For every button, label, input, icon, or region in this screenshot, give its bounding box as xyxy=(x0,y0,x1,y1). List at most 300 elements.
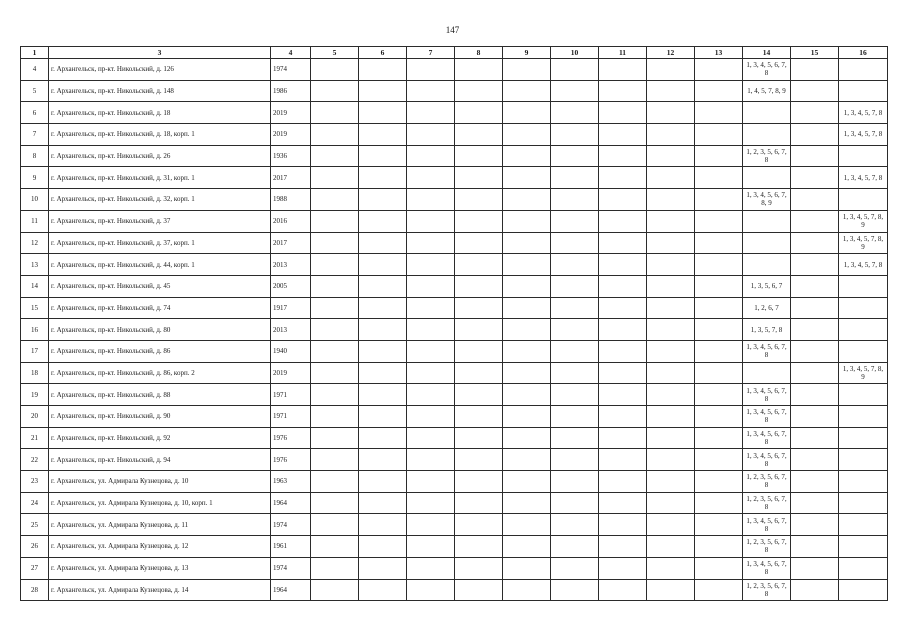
empty-cell xyxy=(791,232,839,254)
empty-cell xyxy=(695,557,743,579)
empty-cell xyxy=(695,471,743,493)
col16-cell xyxy=(839,406,888,428)
empty-cell xyxy=(551,319,599,341)
col16-cell xyxy=(839,579,888,601)
empty-cell xyxy=(407,536,455,558)
empty-cell xyxy=(647,275,695,297)
address-cell: г. Архангельск, пр-кт. Никольский, д. 45 xyxy=(49,275,271,297)
table-row xyxy=(21,167,888,189)
year-cell: 1986 xyxy=(271,80,311,102)
empty-cell xyxy=(407,189,455,211)
col14-cell xyxy=(743,102,791,124)
table-header xyxy=(21,47,888,59)
row-number-cell: 20 xyxy=(21,406,49,428)
empty-cell xyxy=(551,362,599,384)
empty-cell xyxy=(503,124,551,146)
row-number-cell: 15 xyxy=(21,297,49,319)
empty-cell xyxy=(455,167,503,189)
year-cell: 2005 xyxy=(271,275,311,297)
empty-cell xyxy=(695,362,743,384)
col16-cell: 1, 3, 4, 5, 7, 8 xyxy=(839,124,888,146)
column-header: 5 xyxy=(311,47,359,59)
year-cell: 2019 xyxy=(271,362,311,384)
col14-cell: 1, 3, 4, 5, 6, 7, 8 xyxy=(743,406,791,428)
empty-cell xyxy=(311,536,359,558)
empty-cell xyxy=(647,384,695,406)
header-row xyxy=(21,47,888,59)
empty-cell xyxy=(551,449,599,471)
col16-cell: 1, 3, 4, 5, 7, 8 xyxy=(839,167,888,189)
empty-cell xyxy=(455,557,503,579)
empty-cell xyxy=(359,210,407,232)
address-cell: г. Архангельск, ул. Адмирала Кузнецова, д. 10 xyxy=(49,471,271,493)
address-cell: г. Архангельск, пр-кт. Никольский, д. 26 xyxy=(49,145,271,167)
empty-cell xyxy=(647,536,695,558)
col14-cell: 1, 3, 4, 5, 6, 7, 8 xyxy=(743,449,791,471)
empty-cell xyxy=(503,536,551,558)
empty-cell xyxy=(791,275,839,297)
empty-cell xyxy=(599,384,647,406)
year-cell: 2013 xyxy=(271,319,311,341)
address-cell: г. Архангельск, пр-кт. Никольский, д. 80 xyxy=(49,319,271,341)
empty-cell xyxy=(311,557,359,579)
col16-cell xyxy=(839,189,888,211)
address-cell: г. Архангельск, пр-кт. Никольский, д. 126 xyxy=(49,59,271,81)
col16-cell xyxy=(839,536,888,558)
empty-cell xyxy=(455,340,503,362)
empty-cell xyxy=(407,319,455,341)
row-number-cell: 18 xyxy=(21,362,49,384)
empty-cell xyxy=(695,579,743,601)
address-cell: г. Архангельск, пр-кт. Никольский, д. 88 xyxy=(49,384,271,406)
column-header: 10 xyxy=(551,47,599,59)
empty-cell xyxy=(551,297,599,319)
empty-cell xyxy=(695,254,743,276)
empty-cell xyxy=(599,297,647,319)
empty-cell xyxy=(599,254,647,276)
empty-cell xyxy=(503,232,551,254)
empty-cell xyxy=(647,579,695,601)
table-row xyxy=(21,145,888,167)
empty-cell xyxy=(503,557,551,579)
empty-cell xyxy=(551,102,599,124)
empty-cell xyxy=(359,384,407,406)
row-number-cell: 26 xyxy=(21,536,49,558)
empty-cell xyxy=(695,80,743,102)
col14-cell xyxy=(743,232,791,254)
year-cell: 1988 xyxy=(271,189,311,211)
empty-cell xyxy=(647,102,695,124)
year-cell: 1971 xyxy=(271,384,311,406)
empty-cell xyxy=(455,59,503,81)
empty-cell xyxy=(647,449,695,471)
col16-cell: 1, 3, 4, 5, 7, 8, 9 xyxy=(839,362,888,384)
empty-cell xyxy=(407,124,455,146)
empty-cell xyxy=(455,189,503,211)
empty-cell xyxy=(647,189,695,211)
empty-cell xyxy=(695,124,743,146)
empty-cell xyxy=(599,406,647,428)
empty-cell xyxy=(359,449,407,471)
empty-cell xyxy=(791,514,839,536)
empty-cell xyxy=(551,210,599,232)
empty-cell xyxy=(407,167,455,189)
empty-cell xyxy=(455,362,503,384)
empty-cell xyxy=(791,536,839,558)
empty-cell xyxy=(503,210,551,232)
year-cell: 1974 xyxy=(271,557,311,579)
empty-cell xyxy=(647,492,695,514)
empty-cell xyxy=(503,406,551,428)
row-number-cell: 24 xyxy=(21,492,49,514)
col16-cell xyxy=(839,80,888,102)
empty-cell xyxy=(599,210,647,232)
empty-cell xyxy=(455,384,503,406)
empty-cell xyxy=(503,340,551,362)
empty-cell xyxy=(695,384,743,406)
row-number-cell: 21 xyxy=(21,427,49,449)
table-row xyxy=(21,210,888,232)
address-cell: г. Архангельск, пр-кт. Никольский, д. 86, корп. 2 xyxy=(49,362,271,384)
empty-cell xyxy=(647,124,695,146)
col14-cell: 1, 3, 4, 5, 6, 7, 8 xyxy=(743,384,791,406)
table-row xyxy=(21,579,888,601)
empty-cell xyxy=(311,167,359,189)
empty-cell xyxy=(791,124,839,146)
empty-cell xyxy=(359,189,407,211)
address-cell: г. Архангельск, пр-кт. Никольский, д. 90 xyxy=(49,406,271,428)
table-row xyxy=(21,492,888,514)
empty-cell xyxy=(503,145,551,167)
col14-cell: 1, 3, 4, 5, 6, 7, 8 xyxy=(743,59,791,81)
address-cell: г. Архангельск, пр-кт. Никольский, д. 94 xyxy=(49,449,271,471)
col16-cell xyxy=(839,492,888,514)
empty-cell xyxy=(791,145,839,167)
row-number-cell: 10 xyxy=(21,189,49,211)
empty-cell xyxy=(407,340,455,362)
row-number-cell: 14 xyxy=(21,275,49,297)
empty-cell xyxy=(599,557,647,579)
row-number-cell: 16 xyxy=(21,319,49,341)
col14-cell: 1, 2, 3, 5, 6, 7, 8 xyxy=(743,536,791,558)
empty-cell xyxy=(503,514,551,536)
empty-cell xyxy=(407,492,455,514)
empty-cell xyxy=(407,232,455,254)
empty-cell xyxy=(647,80,695,102)
year-cell: 2019 xyxy=(271,102,311,124)
col16-cell xyxy=(839,427,888,449)
empty-cell xyxy=(647,406,695,428)
empty-cell xyxy=(695,492,743,514)
year-cell: 1971 xyxy=(271,406,311,428)
empty-cell xyxy=(359,232,407,254)
col14-cell xyxy=(743,210,791,232)
col14-cell: 1, 3, 4, 5, 6, 7, 8 xyxy=(743,514,791,536)
empty-cell xyxy=(407,254,455,276)
table-row xyxy=(21,124,888,146)
empty-cell xyxy=(551,167,599,189)
address-cell: г. Архангельск, пр-кт. Никольский, д. 18 xyxy=(49,102,271,124)
empty-cell xyxy=(311,319,359,341)
empty-cell xyxy=(647,297,695,319)
empty-cell xyxy=(647,362,695,384)
empty-cell xyxy=(359,579,407,601)
column-header: 12 xyxy=(647,47,695,59)
empty-cell xyxy=(551,232,599,254)
col16-cell xyxy=(839,384,888,406)
empty-cell xyxy=(695,167,743,189)
empty-cell xyxy=(407,514,455,536)
empty-cell xyxy=(791,319,839,341)
col16-cell xyxy=(839,340,888,362)
empty-cell xyxy=(695,102,743,124)
empty-cell xyxy=(311,232,359,254)
row-number-cell: 12 xyxy=(21,232,49,254)
table-row xyxy=(21,384,888,406)
empty-cell xyxy=(599,362,647,384)
empty-cell xyxy=(599,124,647,146)
empty-cell xyxy=(551,536,599,558)
col14-cell: 1, 3, 5, 6, 7 xyxy=(743,275,791,297)
empty-cell xyxy=(503,384,551,406)
empty-cell xyxy=(695,189,743,211)
col14-cell xyxy=(743,362,791,384)
row-number-cell: 19 xyxy=(21,384,49,406)
empty-cell xyxy=(503,59,551,81)
empty-cell xyxy=(599,514,647,536)
address-cell: г. Архангельск, пр-кт. Никольский, д. 86 xyxy=(49,340,271,362)
empty-cell xyxy=(359,59,407,81)
table-row xyxy=(21,59,888,81)
empty-cell xyxy=(695,319,743,341)
empty-cell xyxy=(359,557,407,579)
year-cell: 1974 xyxy=(271,59,311,81)
empty-cell xyxy=(359,427,407,449)
empty-cell xyxy=(791,102,839,124)
col16-cell xyxy=(839,471,888,493)
empty-cell xyxy=(455,319,503,341)
col16-cell xyxy=(839,319,888,341)
empty-cell xyxy=(359,102,407,124)
empty-cell xyxy=(311,59,359,81)
empty-cell xyxy=(695,210,743,232)
empty-cell xyxy=(599,536,647,558)
empty-cell xyxy=(647,167,695,189)
column-header: 3 xyxy=(49,47,271,59)
empty-cell xyxy=(791,80,839,102)
row-number-cell: 28 xyxy=(21,579,49,601)
col14-cell: 1, 2, 3, 5, 6, 7, 8 xyxy=(743,579,791,601)
empty-cell xyxy=(311,427,359,449)
empty-cell xyxy=(359,536,407,558)
row-number-cell: 5 xyxy=(21,80,49,102)
empty-cell xyxy=(311,492,359,514)
column-header: 6 xyxy=(359,47,407,59)
empty-cell xyxy=(407,427,455,449)
row-number-cell: 13 xyxy=(21,254,49,276)
empty-cell xyxy=(407,80,455,102)
column-header: 15 xyxy=(791,47,839,59)
address-cell: г. Архангельск, ул. Адмирала Кузнецова, д. 12 xyxy=(49,536,271,558)
empty-cell xyxy=(407,449,455,471)
column-header: 16 xyxy=(839,47,888,59)
empty-cell xyxy=(791,362,839,384)
table-row xyxy=(21,254,888,276)
empty-cell xyxy=(311,514,359,536)
empty-cell xyxy=(359,297,407,319)
empty-cell xyxy=(455,124,503,146)
address-cell: г. Архангельск, пр-кт. Никольский, д. 37 xyxy=(49,210,271,232)
col16-cell xyxy=(839,59,888,81)
empty-cell xyxy=(359,80,407,102)
empty-cell xyxy=(551,514,599,536)
address-cell: г. Архангельск, ул. Адмирала Кузнецова, д. 11 xyxy=(49,514,271,536)
row-number-cell: 11 xyxy=(21,210,49,232)
table-row xyxy=(21,449,888,471)
empty-cell xyxy=(503,189,551,211)
address-cell: г. Архангельск, ул. Адмирала Кузнецова, д. 10, корп. 1 xyxy=(49,492,271,514)
empty-cell xyxy=(359,319,407,341)
empty-cell xyxy=(455,275,503,297)
empty-cell xyxy=(551,145,599,167)
empty-cell xyxy=(791,557,839,579)
empty-cell xyxy=(695,297,743,319)
empty-cell xyxy=(311,384,359,406)
empty-cell xyxy=(791,167,839,189)
empty-cell xyxy=(359,340,407,362)
column-header: 9 xyxy=(503,47,551,59)
empty-cell xyxy=(695,449,743,471)
empty-cell xyxy=(359,514,407,536)
empty-cell xyxy=(599,59,647,81)
table-row xyxy=(21,514,888,536)
empty-cell xyxy=(599,232,647,254)
empty-cell xyxy=(311,579,359,601)
empty-cell xyxy=(791,579,839,601)
empty-cell xyxy=(311,80,359,102)
empty-cell xyxy=(647,232,695,254)
table-row xyxy=(21,557,888,579)
empty-cell xyxy=(599,492,647,514)
empty-cell xyxy=(503,102,551,124)
empty-cell xyxy=(599,471,647,493)
empty-cell xyxy=(311,449,359,471)
table-row xyxy=(21,319,888,341)
empty-cell xyxy=(599,319,647,341)
empty-cell xyxy=(551,340,599,362)
col14-cell xyxy=(743,167,791,189)
empty-cell xyxy=(407,59,455,81)
column-header: 1 xyxy=(21,47,49,59)
empty-cell xyxy=(455,449,503,471)
empty-cell xyxy=(791,384,839,406)
year-cell: 1940 xyxy=(271,340,311,362)
col16-cell: 1, 3, 4, 5, 7, 8, 9 xyxy=(839,232,888,254)
table-row xyxy=(21,340,888,362)
empty-cell xyxy=(551,557,599,579)
empty-cell xyxy=(599,189,647,211)
empty-cell xyxy=(647,59,695,81)
empty-cell xyxy=(791,471,839,493)
address-cell: г. Архангельск, пр-кт. Никольский, д. 31, корп. 1 xyxy=(49,167,271,189)
empty-cell xyxy=(599,80,647,102)
col16-cell xyxy=(839,514,888,536)
col16-cell: 1, 3, 4, 5, 7, 8 xyxy=(839,102,888,124)
empty-cell xyxy=(407,297,455,319)
empty-cell xyxy=(551,189,599,211)
empty-cell xyxy=(695,232,743,254)
empty-cell xyxy=(503,275,551,297)
empty-cell xyxy=(407,102,455,124)
col14-cell: 1, 3, 5, 7, 8 xyxy=(743,319,791,341)
empty-cell xyxy=(503,449,551,471)
row-number-cell: 17 xyxy=(21,340,49,362)
address-cell: г. Архангельск, пр-кт. Никольский, д. 148 xyxy=(49,80,271,102)
empty-cell xyxy=(503,492,551,514)
empty-cell xyxy=(407,557,455,579)
empty-cell xyxy=(551,579,599,601)
col14-cell: 1, 3, 4, 5, 6, 7, 8 xyxy=(743,427,791,449)
col14-cell: 1, 3, 4, 5, 6, 7, 8 xyxy=(743,557,791,579)
col14-cell: 1, 2, 3, 5, 6, 7, 8 xyxy=(743,471,791,493)
empty-cell xyxy=(647,319,695,341)
row-number-cell: 4 xyxy=(21,59,49,81)
empty-cell xyxy=(455,210,503,232)
col14-cell: 1, 2, 6, 7 xyxy=(743,297,791,319)
empty-cell xyxy=(455,492,503,514)
table-row xyxy=(21,406,888,428)
col14-cell: 1, 2, 3, 5, 6, 7, 8 xyxy=(743,145,791,167)
empty-cell xyxy=(311,340,359,362)
col14-cell xyxy=(743,254,791,276)
empty-cell xyxy=(647,145,695,167)
empty-cell xyxy=(551,471,599,493)
empty-cell xyxy=(359,492,407,514)
empty-cell xyxy=(695,145,743,167)
empty-cell xyxy=(359,362,407,384)
col14-cell: 1, 4, 5, 7, 8, 9 xyxy=(743,80,791,102)
table-body xyxy=(21,59,888,601)
column-header: 8 xyxy=(455,47,503,59)
empty-cell xyxy=(599,102,647,124)
column-header: 13 xyxy=(695,47,743,59)
empty-cell xyxy=(407,145,455,167)
empty-cell xyxy=(455,297,503,319)
empty-cell xyxy=(551,384,599,406)
address-cell: г. Архангельск, пр-кт. Никольский, д. 32, корп. 1 xyxy=(49,189,271,211)
table-row xyxy=(21,232,888,254)
empty-cell xyxy=(791,427,839,449)
empty-cell xyxy=(407,362,455,384)
empty-cell xyxy=(791,59,839,81)
empty-cell xyxy=(695,340,743,362)
col16-cell xyxy=(839,145,888,167)
empty-cell xyxy=(647,210,695,232)
address-cell: г. Архангельск, ул. Адмирала Кузнецова, д. 13 xyxy=(49,557,271,579)
empty-cell xyxy=(407,210,455,232)
empty-cell xyxy=(599,275,647,297)
empty-cell xyxy=(647,557,695,579)
empty-cell xyxy=(551,406,599,428)
empty-cell xyxy=(551,275,599,297)
col14-cell xyxy=(743,124,791,146)
empty-cell xyxy=(503,167,551,189)
empty-cell xyxy=(407,471,455,493)
empty-cell xyxy=(791,210,839,232)
year-cell: 1936 xyxy=(271,145,311,167)
address-cell: г. Архангельск, пр-кт. Никольский, д. 44, корп. 1 xyxy=(49,254,271,276)
empty-cell xyxy=(311,297,359,319)
